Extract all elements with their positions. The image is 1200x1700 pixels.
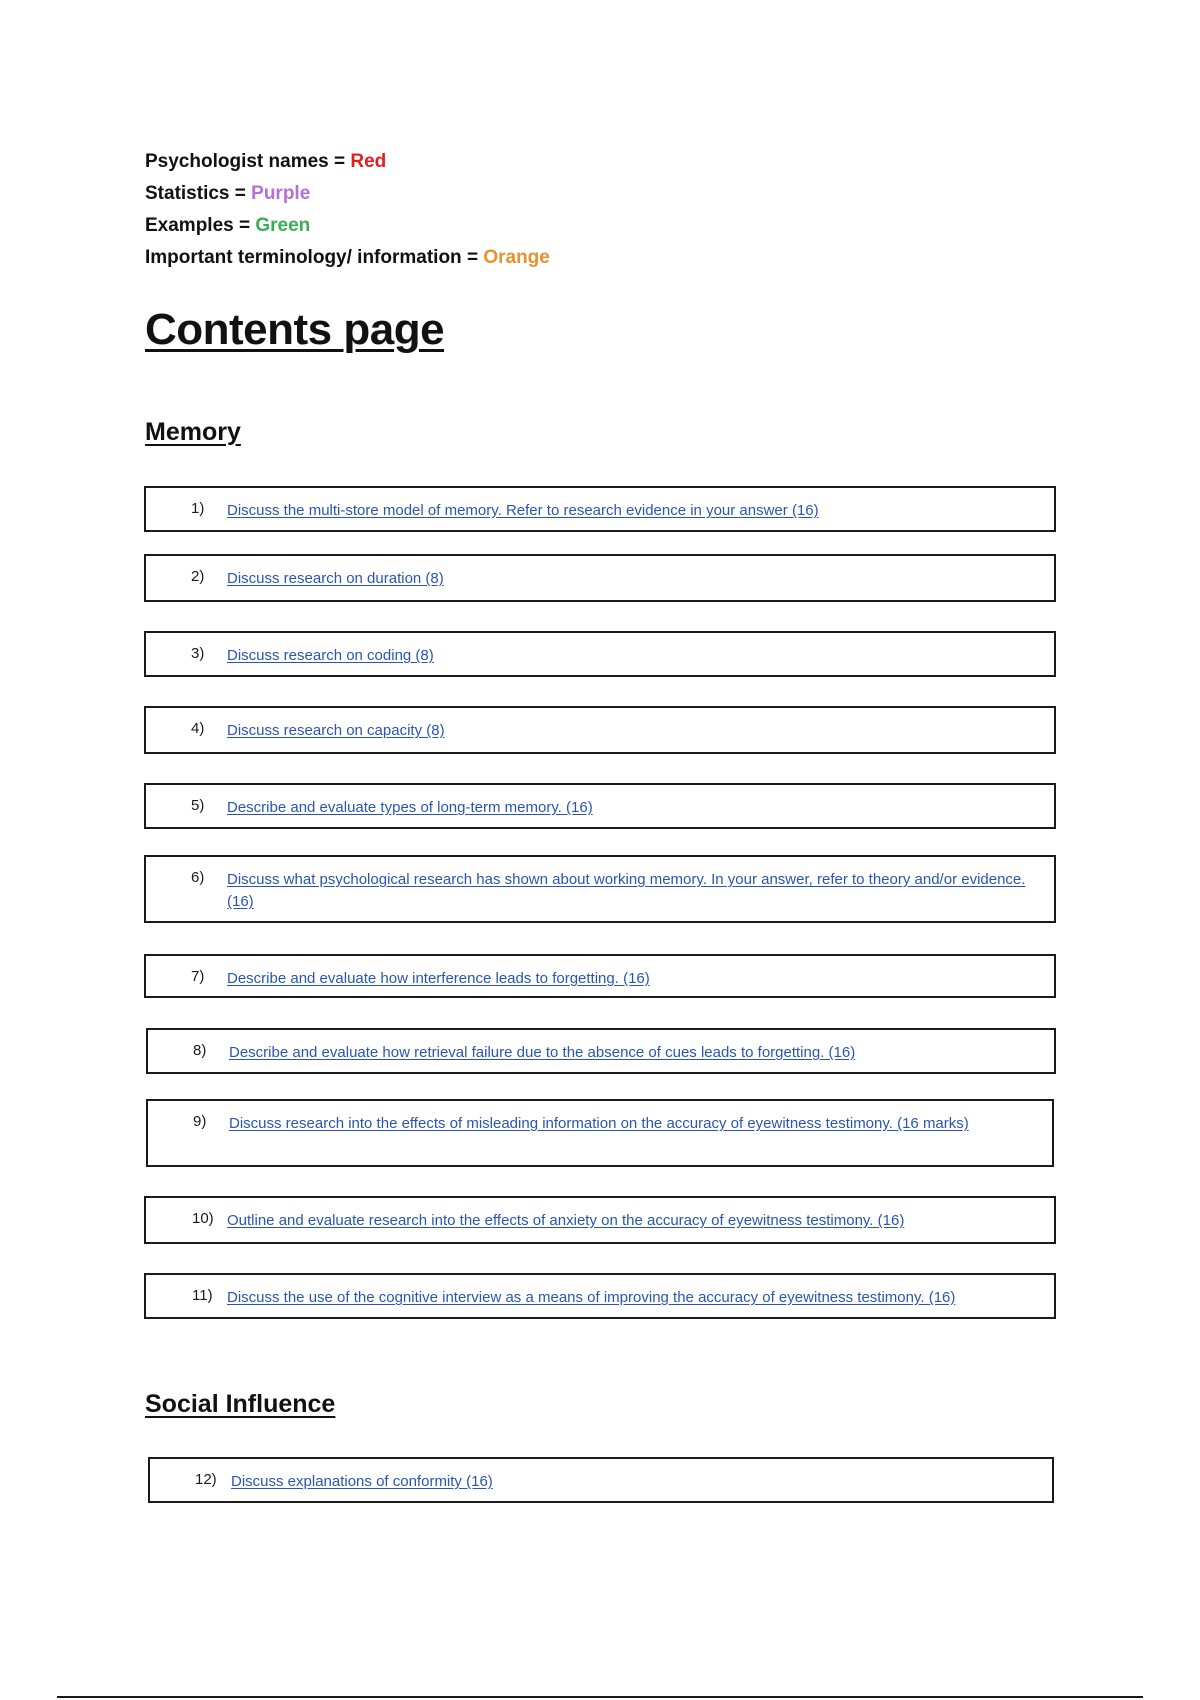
contents-item-7 (144, 954, 1056, 998)
item-number: 2) (191, 568, 205, 585)
contents-item-5 (144, 783, 1056, 829)
page-bottom-rule (57, 1696, 1143, 1698)
contents-link-anxiety[interactable]: Outline and evaluate research into the effects of anxiety on the accuracy of eyewitness testimony. (16) (227, 1212, 905, 1229)
colour-key-legend (145, 146, 550, 274)
item-number: 8) (193, 1042, 207, 1059)
contents-item-1 (144, 486, 1056, 532)
item-number: 12) (195, 1471, 217, 1488)
legend-label: Examples = (145, 215, 256, 236)
legend-value-red: Red (350, 151, 387, 172)
contents-link-misleading-information[interactable]: Discuss research into the effects of misleading information on the accuracy of eyewitness testimony. (16 marks) (229, 1115, 969, 1132)
page-title: Contents page (145, 305, 445, 354)
item-number: 11) (192, 1287, 213, 1304)
contents-link-multi-store-model[interactable]: Discuss the multi-store model of memory. Refer to research evidence in your answer (16) (227, 502, 819, 519)
contents-link-capacity[interactable]: Discuss research on capacity (8) (227, 722, 445, 739)
contents-item-11 (144, 1273, 1056, 1319)
legend-value-green: Green (255, 215, 311, 236)
contents-link-conformity[interactable]: Discuss explanations of conformity (16) (231, 1473, 493, 1490)
contents-item-8 (146, 1028, 1056, 1074)
contents-link-duration[interactable]: Discuss research on duration (8) (227, 570, 444, 587)
legend-row-statistics (145, 178, 550, 210)
legend-label: Psychologist names = (145, 151, 351, 172)
legend-row-examples (145, 210, 550, 242)
contents-item-3 (144, 631, 1056, 677)
item-number: 3) (191, 645, 205, 662)
contents-item-6 (144, 855, 1056, 923)
legend-row-important-terminology (145, 242, 550, 274)
item-number: 7) (191, 968, 205, 985)
contents-item-4 (144, 706, 1056, 754)
item-number: 6) (191, 869, 205, 886)
legend-value-purple: Purple (251, 183, 311, 204)
contents-link-retrieval-failure[interactable]: Describe and evaluate how retrieval failure due to the absence of cues leads to forgetting. (16) (229, 1044, 856, 1061)
contents-link-cognitive-interview[interactable]: Discuss the use of the cognitive interview as a means of improving the accuracy of eyewitness testimony. (16) (227, 1289, 956, 1306)
legend-label: Statistics = (145, 183, 252, 204)
legend-value-orange: Orange (483, 247, 550, 268)
contents-link-working-memory[interactable]: Discuss what psychological research has shown about working memory. In your answer, refer to theory and/or evidence. (16) (227, 871, 1026, 910)
item-number: 4) (191, 720, 205, 737)
legend-row-psychologist-names (145, 146, 550, 178)
section-heading-memory: Memory (145, 418, 241, 446)
item-number: 5) (191, 797, 205, 814)
contents-item-10 (144, 1196, 1056, 1244)
item-number: 1) (191, 500, 205, 517)
section-heading-social-influence: Social Influence (145, 1390, 336, 1418)
item-number: 10) (192, 1210, 214, 1227)
contents-item-9 (146, 1099, 1054, 1167)
legend-label: Important terminology/ information = (145, 247, 484, 268)
contents-link-coding[interactable]: Discuss research on coding (8) (227, 647, 434, 664)
contents-link-long-term-memory[interactable]: Describe and evaluate types of long-term memory. (16) (227, 799, 593, 816)
contents-link-interference[interactable]: Describe and evaluate how interference leads to forgetting. (16) (227, 970, 650, 987)
item-number: 9) (193, 1113, 207, 1130)
contents-item-2 (144, 554, 1056, 602)
contents-item-12 (148, 1457, 1054, 1503)
